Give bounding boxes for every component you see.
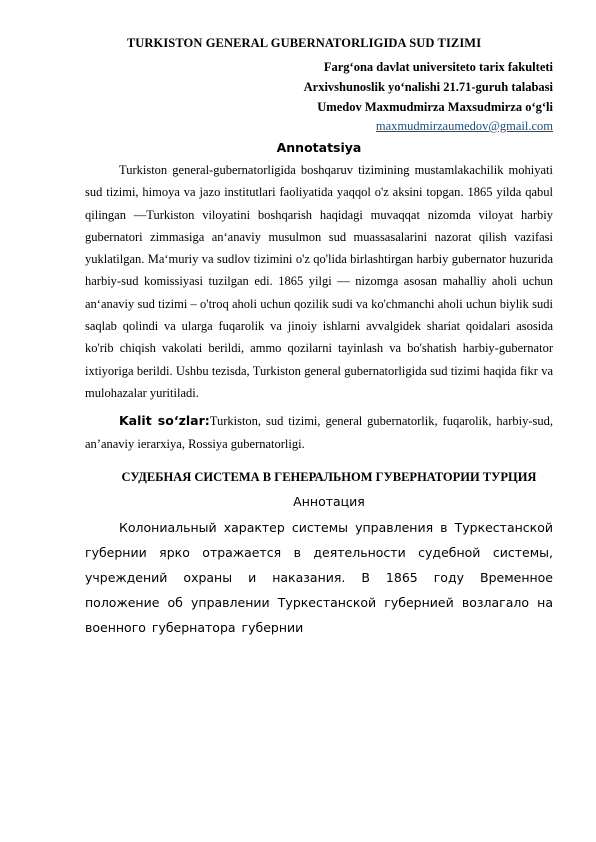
document-page bbox=[85, 36, 553, 640]
abstract-body-ru: Колониальный характер системы управления в Туркестанской губернии ярко отражается в деятельности судебной системы, учреждений охраны и наказания. В 1865 году Временное положение об управлении Туркестанской губернией возлагало на военного губернатора губернии bbox=[85, 519, 553, 635]
author-program: Arxivshunoslik yo‘nalishi 21.71-guruh talabasi bbox=[303, 80, 553, 94]
keywords-text: Turkiston, sud tizimi, general gubernatorlik, fuqarolik, harbiy-sud, an’anaviy ierarxiya, Rossiya gubernatorligi. bbox=[85, 414, 553, 451]
author-affiliation: Farg‘ona davlat universiteto tarix fakulteti bbox=[323, 60, 553, 74]
paper-title-ru: СУДЕБНАЯ СИСТЕМА В ГЕНЕРАЛЬНОМ ГУВЕРНАТОРИИ ТУРЦИЯ bbox=[121, 469, 537, 484]
abstract-heading-ru: Аннотация bbox=[293, 493, 365, 509]
author-name: Umedov Maxmudmirza Maxsudmirza o‘g‘li bbox=[317, 100, 553, 114]
author-email-link[interactable]: maxmudmirzaumedov@gmail.com bbox=[375, 119, 553, 133]
keywords-label: Kalit so‘zlar: bbox=[119, 413, 210, 429]
abstract-heading-uz: Annotatsiya bbox=[276, 140, 362, 155]
abstract-body-uz: Turkiston general-gubernatorligida boshqaruv tizimining mustamlakachilik mohiyati sud tizimi, himoya va jazo institutlari faoliyatida yaqqol o'z aksini topgan. 1865 yilda qabul qilingan —Turkiston viloyatini boshqarish haqidagi muvaqqat nizomda viloyat harbiy gubernatori zimmasiga an‘anaviy musulmon sud muassasalarini nazorat qilish vazifasi yuklatilgan. Ma‘muriy va sudlov tizimini o'z qo'lida birlashtirgan harbiy gubernator huzurida harbiy-sud komissiyasi tuzilgan edi. 1865 yilgi — nizomga asosan mahalliy aholi uchun an‘anaviy sud tizimi – o'troq aholi uchun qozilik sudi va ko'chmanchi aholi uchun biylik sudi saqlab qolindi va ularga fuqarolik va jinoiy ishlarni avvalgidek shariat qoidalari asosida ko'rib chiqish vakolati berildi, ammo qozilarni tayinlash va bo'shatish harbiy-gubernator ixtiyoriga berildi. Ushbu tezisda, Turkiston general gubernatorligida sud tizimi haqida fikr va mulohazalar yuritiladi. bbox=[85, 163, 553, 400]
keywords-paragraph bbox=[85, 410, 553, 455]
paper-title-uz: TURKISTON GENERAL GUBERNATORLIGIDA SUD TIZIMI bbox=[126, 36, 482, 50]
